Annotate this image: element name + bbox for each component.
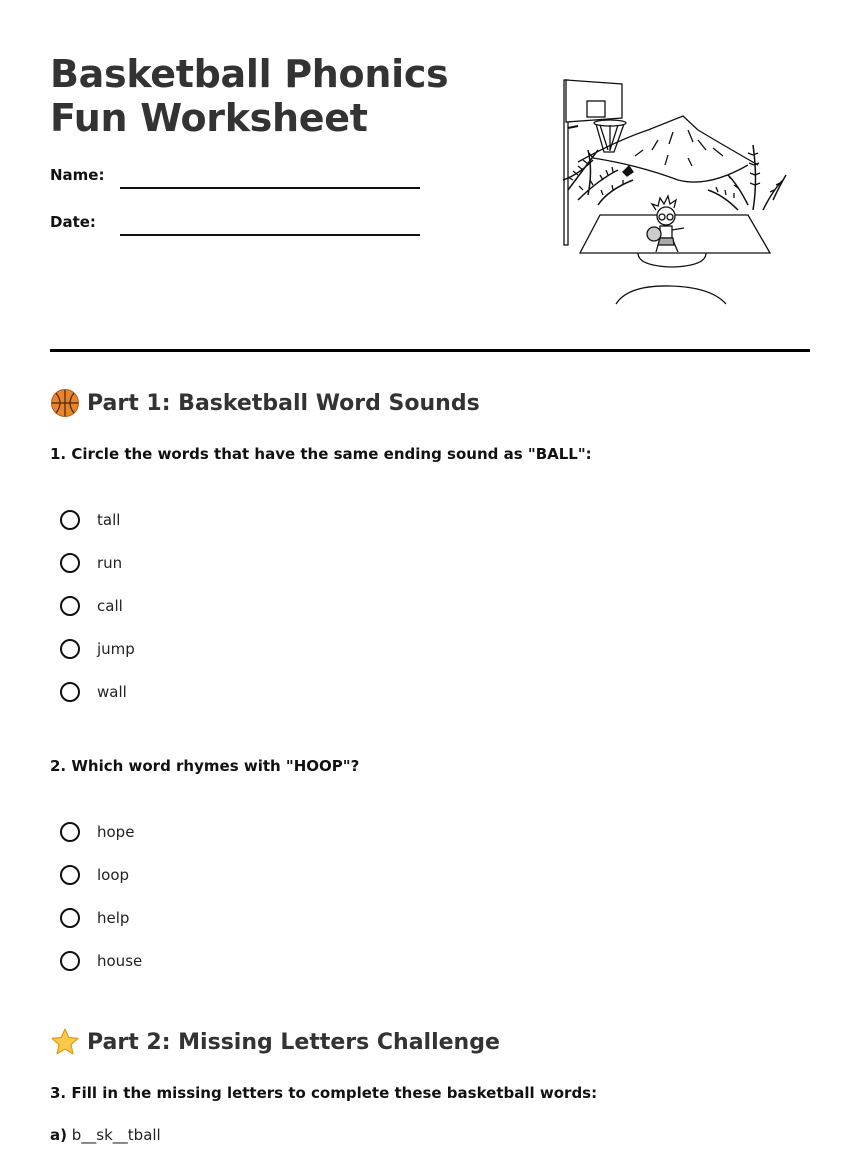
radio-circle[interactable] [60,951,80,971]
part1-title: Part 1: Basketball Word Sounds [87,390,480,416]
radio-circle[interactable] [60,682,80,702]
star-icon [50,1027,80,1057]
option-label: run [97,554,123,572]
option-label: tall [97,511,121,529]
basketball-icon [50,388,80,418]
date-input-line[interactable] [120,234,420,236]
name-input-line[interactable] [120,187,420,189]
date-label: Date: [50,213,96,231]
q2-option-house[interactable] [60,951,142,971]
q2-option-loop[interactable] [60,865,129,885]
name-field [50,166,104,184]
radio-circle[interactable] [60,596,80,616]
question-1-prompt: 1. Circle the words that have the same ending sound as "BALL": [50,445,592,463]
part1-heading [50,388,480,418]
name-label: Name: [50,166,105,184]
date-field [50,213,96,231]
option-label: help [97,909,130,927]
q1-option-call[interactable] [60,596,123,616]
part2-title: Part 2: Missing Letters Challenge [87,1029,500,1055]
question-2-prompt: 2. Which word rhymes with "HOOP"? [50,757,360,775]
q1-option-wall[interactable] [60,682,127,702]
radio-circle[interactable] [60,908,80,928]
radio-circle[interactable] [60,822,80,842]
q1-option-run[interactable] [60,553,122,573]
part2-heading [50,1027,500,1057]
worksheet-title: Basketball Phonics Fun Worksheet [50,52,449,140]
option-label: loop [97,866,130,884]
fill-item-a [50,1126,161,1144]
option-label: jump [97,640,135,658]
option-label: wall [97,683,127,701]
q2-option-hope[interactable] [60,822,134,842]
radio-circle[interactable] [60,553,80,573]
radio-circle[interactable] [60,639,80,659]
fill-item-label: a) [50,1126,67,1144]
q2-option-help[interactable] [60,908,129,928]
radio-circle[interactable] [60,865,80,885]
option-label: hope [97,823,135,841]
option-label: house [97,952,143,970]
q1-option-tall[interactable] [60,510,120,530]
q1-option-jump[interactable] [60,639,135,659]
fill-item-word[interactable]: b__sk__tball [71,1126,161,1144]
header-divider [50,349,810,352]
basketball-court-illustration [548,70,798,310]
radio-circle[interactable] [60,510,80,530]
option-label: call [97,597,123,615]
question-3-prompt: 3. Fill in the missing letters to complete these basketball words: [50,1084,598,1102]
